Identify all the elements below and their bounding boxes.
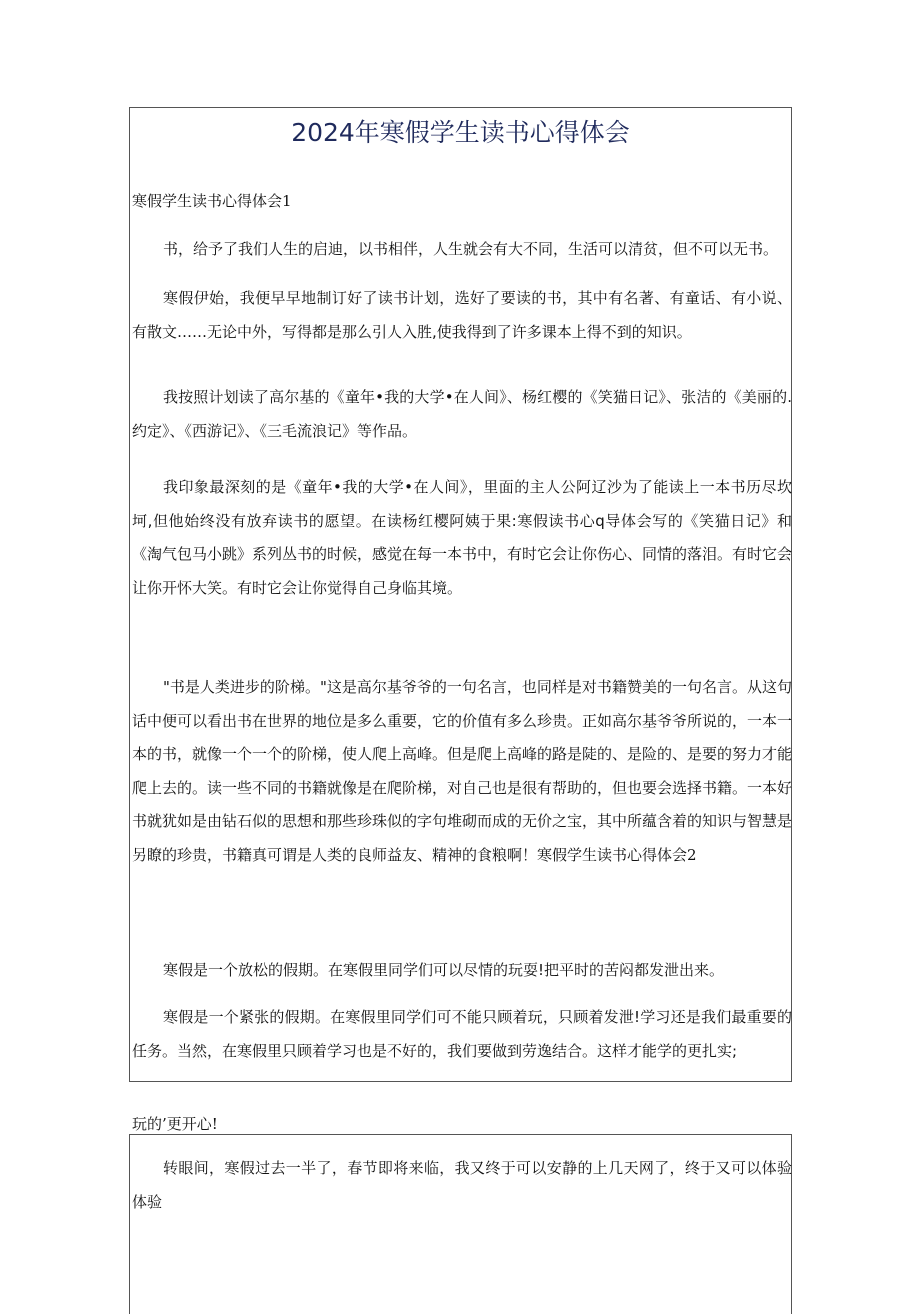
paragraph-3: 我按照计划读了高尔基的《童年•我的大学•在人间》、杨红樱的《笑猫日记》、张洁的《美丽的.约定》、《西游记》、《三毛流浪记》等作品。 bbox=[132, 388, 792, 440]
paragraph-6: 寒假是一个放松的假期。在寒假里同学们可以尽情的玩耍!把平时的苦闷都发泄出来。 bbox=[163, 961, 725, 979]
overflow-text: 玩的’更开心! bbox=[132, 1115, 218, 1133]
paragraph-5 bbox=[132, 671, 792, 873]
paragraph-7: 寒假是一个紧张的假期。在寒假里同学们可不能只顾着玩，只顾着发泄!学习还是我们最重要的任务。当然，在寒假里只顾着学习也是不好的，我们要做到劳逸结合。这样才能学的更扎实; bbox=[132, 1008, 792, 1060]
section-heading-2: 寒假学生读书心得体会2 bbox=[537, 845, 697, 864]
paragraph-4: 我印象最深刻的是《童年•我的大学•在人间》，里面的主人公阿辽沙为了能读上一本书历尽坎坷,但他始终没有放弃读书的愿望。在读杨红樱阿姨于果:寒假读书心q导体会写的《笑猫日记》和《淘气包马小跳》系列丛书的时候，感觉在每一本书中，有时它会让你伤心、同情的落泪。有时它会让你开怀大笑。有时它会让你觉得自己身临其境。 bbox=[132, 478, 793, 597]
section-heading-1: 寒假学生读书心得体会1 bbox=[132, 192, 292, 210]
paragraph-1: 书，给予了我们人生的启迪，以书相伴，人生就会有大不同，生活可以清贫，但不可以无书。 bbox=[163, 240, 779, 258]
paragraph-8: 转眼间，寒假过去一半了，春节即将来临，我又终于可以安静的上几天网了，终于又可以体验体验 bbox=[132, 1159, 792, 1211]
document-title: 2024年寒假学生读书心得体会 bbox=[291, 118, 630, 147]
paragraph-5-text: "书是人类进步的阶梯。"这是高尔基爷爷的一句名言，也同样是对书籍赞美的一句名言。从这句话中便可以看出书在世界的地位是多么重要，它的价值有多么珍贵。正如高尔基爷爷所说的，一本一本的书，就像一个一个的阶梯，使人爬上高峰。但是爬上高峰的路是陡的、是险的、是要的努力才能爬上去的。读一些不同的书籍就像是在爬阶梯，对自己也是很有帮助的，但也要会选择书籍。一本好书就犹如是由钻石似的思想和那些珍珠似的字句堆砌而成的无价之宝，其中所蕴含着的知识与智慧是另瞭的珍贵，书籍真可谓是人类的良师益友、精神的食粮啊！ bbox=[132, 678, 793, 864]
paragraph-2: 寒假伊始，我便早早地制订好了读书计划，选好了要读的书，其中有名著、有童话、有小说、有散文……无论中外，写得都是那么引人入胜,使我得到了许多课本上得不到的知识。 bbox=[132, 289, 792, 341]
